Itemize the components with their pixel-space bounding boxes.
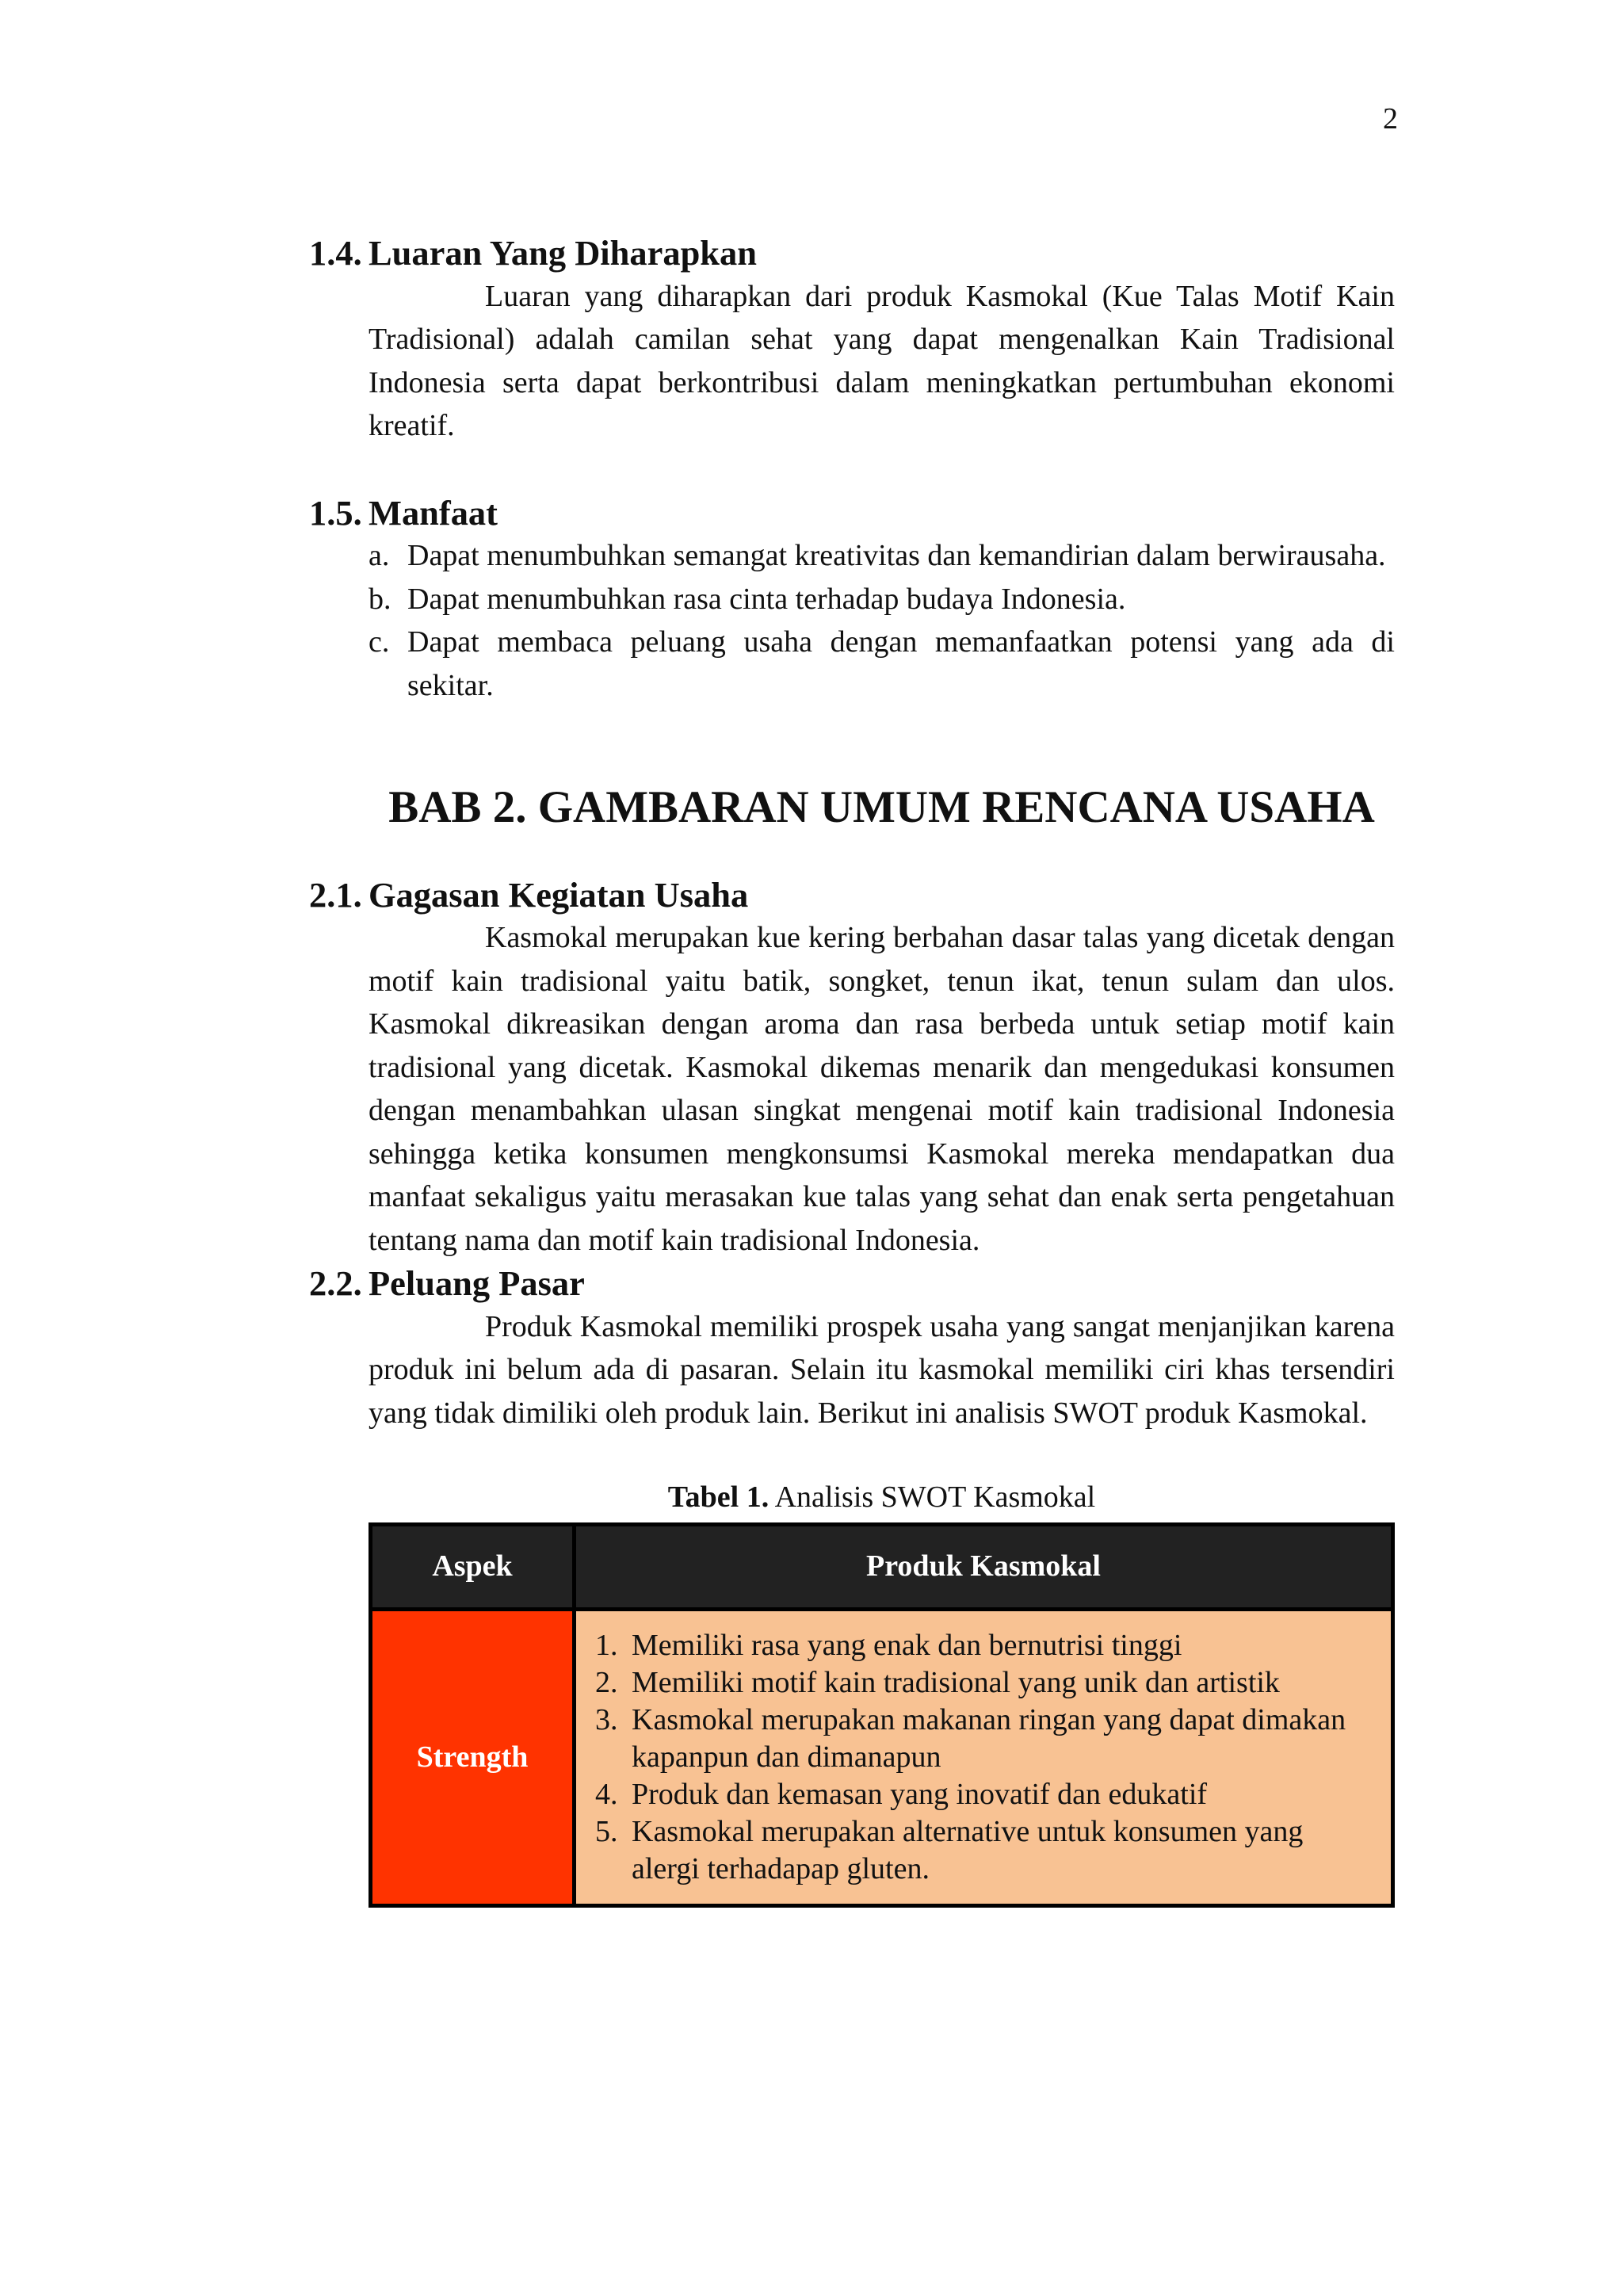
swot-table: [369, 1522, 1395, 1908]
section-title: Luaran Yang Diharapkan: [369, 233, 757, 273]
section-number: 1.5.: [309, 492, 362, 533]
section-number: 2.2.: [309, 1263, 362, 1303]
section-paragraph-2-1: Kasmokal merupakan kue kering berbahan dasar talas yang dicetak dengan motif kain tradisional yaitu batik, songket, tenun ikat, tenun sulam dan ulos. Kasmokal dikreasikan dengan aroma dan rasa berbeda untuk setiap motif kain tradisional yang dicetak. Kasmokal dikemas menarik dan mengedukasi konsumen dengan menambahkan ulasan singkat mengenai motif kain tradisional Indonesia sehingga ketika konsumen mengkonsumsi Kasmokal mereka mendapatkan dua manfaat sekaligus yaitu merasakan kue talas yang sehat dan enak serta pengetahuan tentang nama dan motif kain tradisional Indonesia.: [369, 921, 1395, 1257]
section-heading-1-4: [309, 231, 1395, 275]
list-marker: 1.: [595, 1628, 618, 1662]
list-marker: 2.: [595, 1665, 618, 1699]
list-item: [369, 621, 1395, 707]
strength-list: [595, 1627, 1367, 1888]
table-caption-label: Tabel 1.: [667, 1480, 769, 1514]
table-header-produk: Produk Kasmokal: [575, 1524, 1393, 1609]
list-item-text: Dapat membaca peluang usaha dengan memanfaatkan potensi yang ada di sekitar.: [407, 625, 1395, 702]
list-item: [595, 1813, 1367, 1888]
list-item: [369, 578, 1395, 621]
list-item: [595, 1776, 1367, 1813]
list-marker: 3.: [595, 1702, 618, 1736]
section-title: Gagasan Kegiatan Usaha: [369, 874, 749, 915]
table-header-row: [371, 1524, 1393, 1609]
section-heading-1-5: [309, 491, 1395, 535]
section-paragraph-2-2: Produk Kasmokal memiliki prospek usaha yang sangat menjanjikan karena produk ini belum ada di pasaran. Selain itu kasmokal memiliki ciri khas tersendiri yang tidak dimiliki oleh produk lain. Berikut ini analisis SWOT produk Kasmokal.: [369, 1309, 1395, 1430]
list-item-text: Memiliki rasa yang enak dan bernutrisi tinggi: [632, 1628, 1182, 1662]
section-number: 2.1.: [309, 874, 362, 915]
document-body: [309, 231, 1395, 1908]
chapter-title: BAB 2. GAMBARAN UMUM RENCANA USAHA: [388, 782, 1375, 832]
list-item-text: Kasmokal merupakan alternative untuk konsumen yang alergi terhadapap gluten.: [632, 1814, 1304, 1885]
list-item-text: Kasmokal merupakan makanan ringan yang dapat dimakan kapanpun dan dimanapun: [632, 1702, 1346, 1774]
list-marker: 4.: [595, 1777, 618, 1811]
list-item-text: Dapat menumbuhkan semangat kreativitas dan kemandirian dalam berwirausaha.: [407, 539, 1386, 572]
list-item: [595, 1627, 1367, 1664]
strength-items-cell: [575, 1609, 1393, 1905]
section-heading-2-1: [309, 873, 1395, 917]
table-caption: [369, 1476, 1395, 1519]
list-item-text: Dapat menumbuhkan rasa cinta terhadap budaya Indonesia.: [407, 582, 1126, 616]
list-item: [369, 534, 1395, 578]
list-item-text: Memiliki motif kain tradisional yang unik dan artistik: [632, 1665, 1280, 1699]
section-heading-2-2: [309, 1262, 1395, 1305]
list-marker: a.: [369, 539, 390, 572]
table-header-aspek: Aspek: [371, 1524, 575, 1609]
section-title: Peluang Pasar: [369, 1263, 585, 1303]
section-paragraph-1-4: Luaran yang diharapkan dari produk Kasmokal (Kue Talas Motif Kain Tradisional) adalah camilan sehat yang dapat mengenalkan Kain Tradisional Indonesia serta dapat berkontribusi dalam meningkatkan pertumbuhan ekonomi kreatif.: [369, 279, 1395, 442]
aspect-cell-strength: Strength: [371, 1609, 575, 1905]
list-item: [595, 1702, 1367, 1776]
list-item: [595, 1664, 1367, 1702]
table-caption-text: Analisis SWOT Kasmokal: [769, 1480, 1096, 1514]
list-item-text: Produk dan kemasan yang inovatif dan edukatif: [632, 1777, 1208, 1811]
section-number: 1.4.: [309, 233, 362, 273]
list-marker: 5.: [595, 1814, 618, 1848]
section-title: Manfaat: [369, 492, 498, 533]
list-marker: b.: [369, 582, 391, 616]
table-row: [371, 1609, 1393, 1905]
page-number: 2: [1383, 102, 1398, 136]
list-marker: c.: [369, 625, 390, 659]
benefit-list: [369, 534, 1395, 707]
